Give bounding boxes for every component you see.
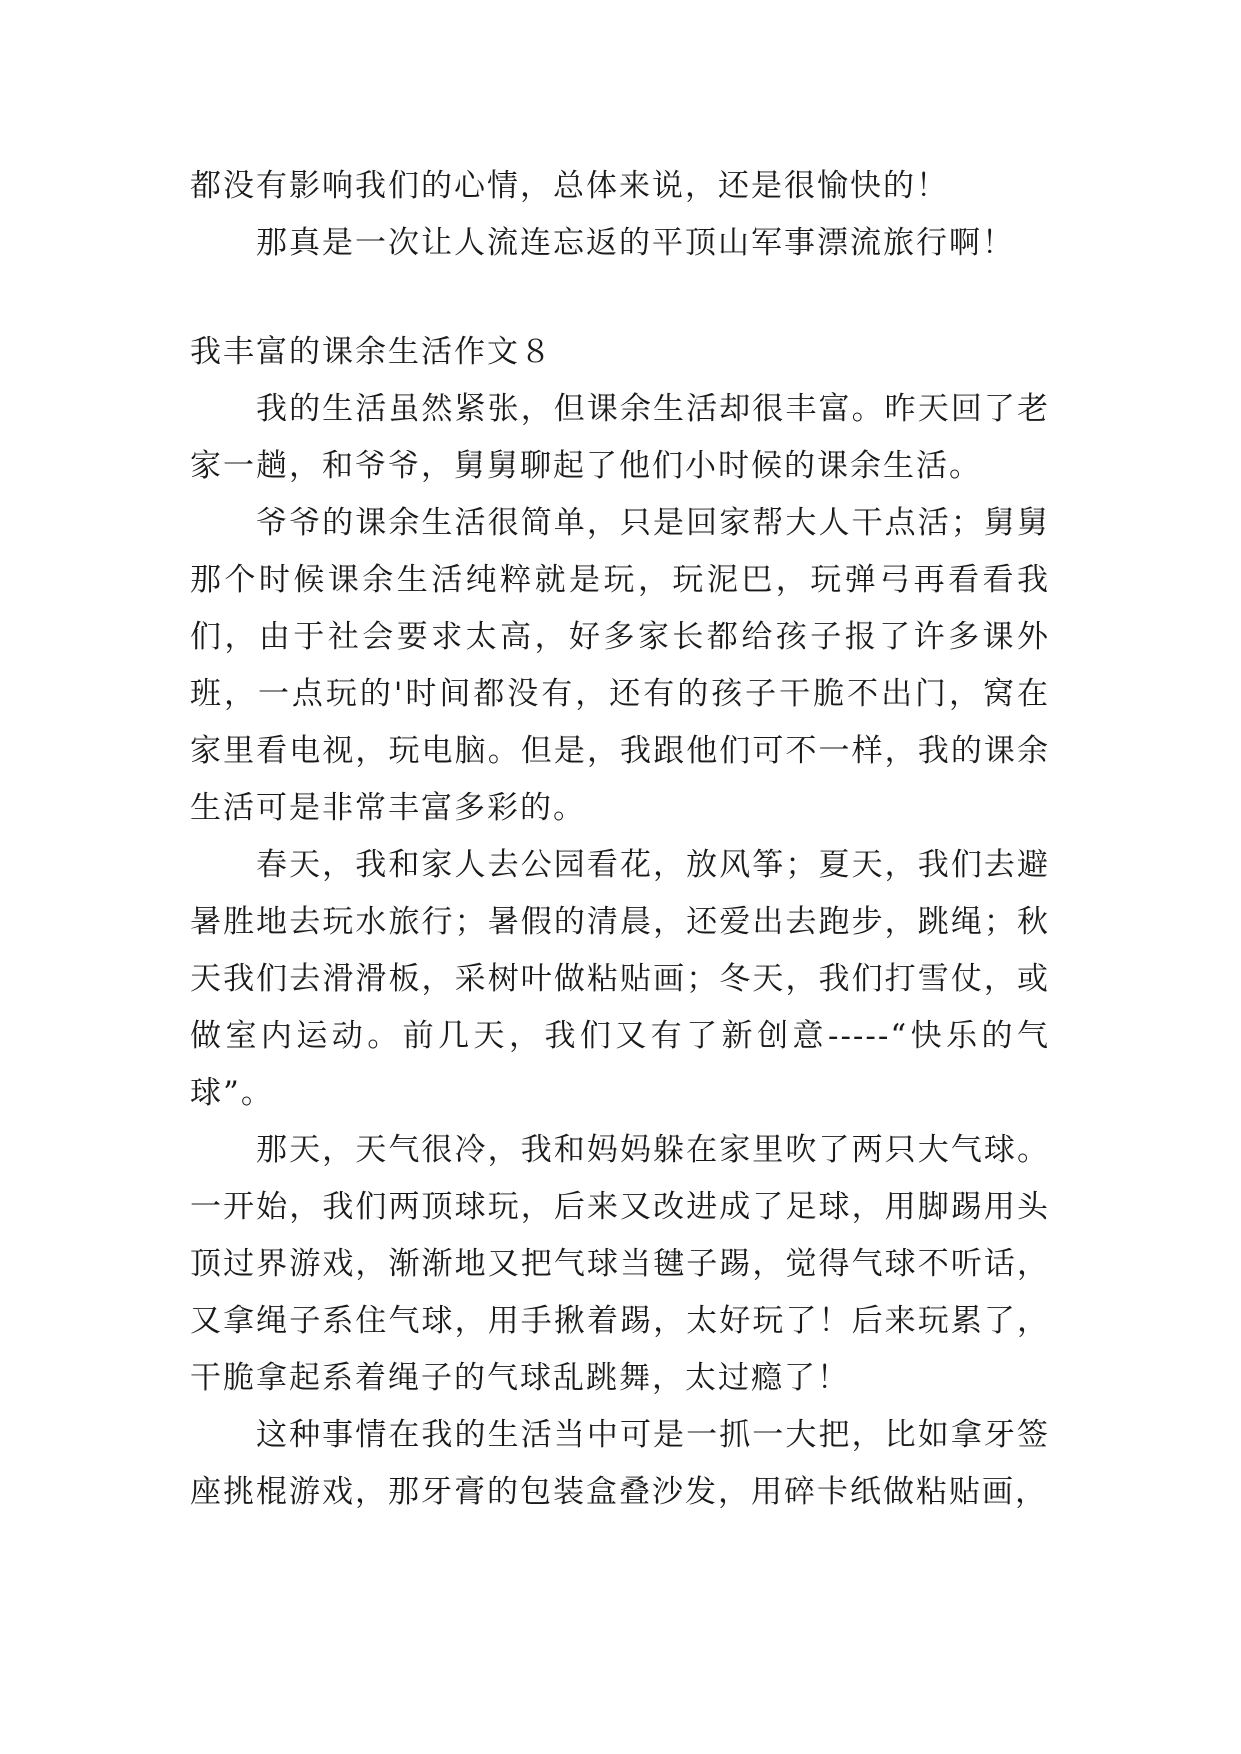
- essay-title: 我丰富的课余生活作文８: [190, 334, 553, 370]
- continuation-paragraph: 都没有影响我们的心情，总体来说，还是很愉快的！: [190, 168, 949, 204]
- closing-paragraph: 那真是一次让人流连忘返的平顶山军事漂流旅行啊！: [256, 225, 1015, 261]
- section-gap: [190, 272, 1050, 324]
- essay-paragraph-4: 那天，天气很冷，我和妈妈躲在家里吹了两只大气球。一开始，我们两顶球玩，后来又改进成了足球，用脚踢用头顶过界游戏，渐渐地又把气球当毽子踢，觉得气球不听话，又拿绳子系住气球，用手揪着踢，太好玩了！后来玩累了，干脆拿起系着绳子的气球乱跳舞，太过瘾了！: [190, 1132, 1050, 1396]
- essay-paragraph-5: 这种事情在我的生活当中可是一抓一大把，比如拿牙签座挑棍游戏，那牙膏的包装盒叠沙发，用碎卡纸做粘贴画，: [190, 1417, 1050, 1510]
- document-body: [190, 158, 1050, 1521]
- essay-paragraph-2: 爷爷的课余生活很简单，只是回家帮大人干点活；舅舅那个时候课余生活纯粹就是玩，玩泥巴，玩弹弓再看看我们，由于社会要求太高，好多家长都给孩子报了许多课外班，一点玩的'时间都没有，还有的孩子干脆不出门，窝在家里看电视，玩电脑。但是，我跟他们可不一样，我的课余生活可是非常丰富多彩的。: [190, 505, 1050, 826]
- essay-paragraph-1: 我的生活虽然紧张，但课余生活却很丰富。昨天回了老家一趟，和爷爷，舅舅聊起了他们小时候的课余生活。: [190, 391, 1050, 484]
- essay-paragraph-3: 春天，我和家人去公园看花，放风筝；夏天，我们去避暑胜地去玩水旅行；暑假的清晨，还爱出去跑步，跳绳；秋天我们去滑滑板，采树叶做粘贴画；冬天，我们打雪仗，或做室内运动。前几天，我们又有了新创意-----“快乐的气球”。: [190, 847, 1050, 1111]
